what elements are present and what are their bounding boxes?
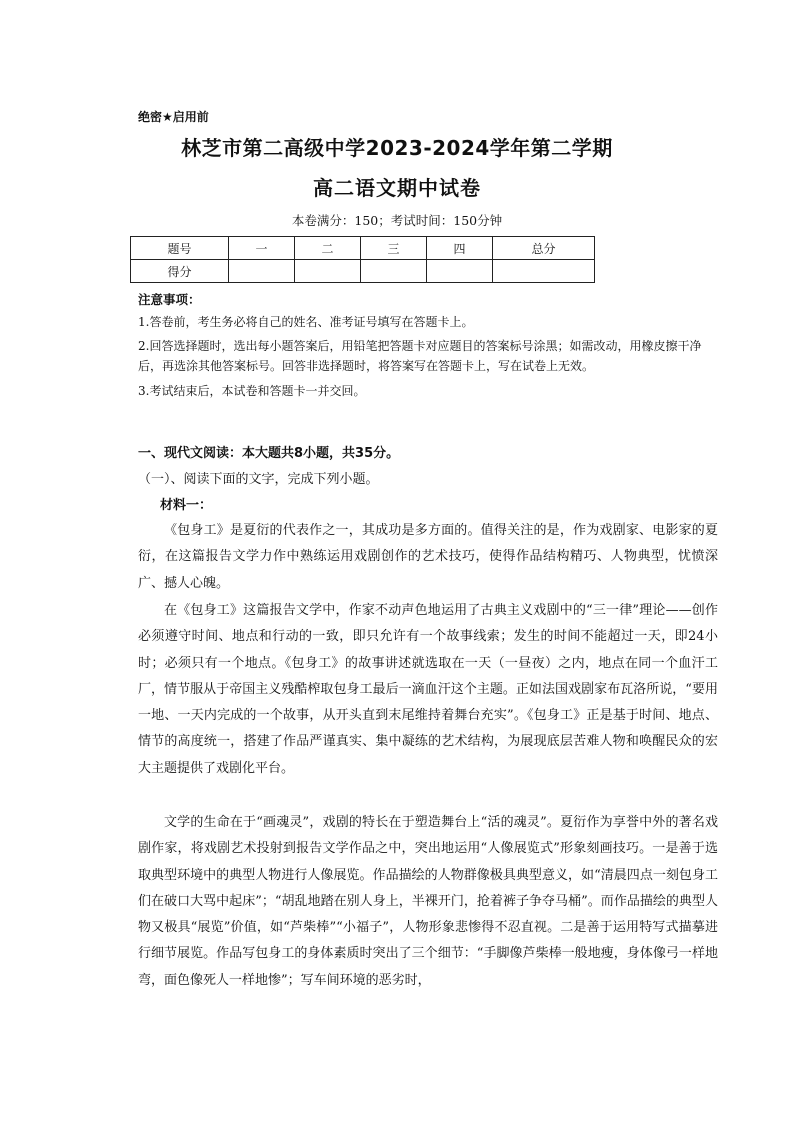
score-table-header-row	[131, 237, 595, 260]
exam-meta: 本卷满分：150；考试时间：150分钟	[291, 213, 503, 228]
score-cell	[361, 260, 427, 283]
score-cell	[229, 260, 295, 283]
score-cell	[493, 260, 595, 283]
score-table-header: 二	[295, 237, 361, 260]
score-row-label: 得分	[131, 260, 229, 283]
paragraph: 文学的生命在于“画魂灵”，戏剧的特长在于塑造舞台上“活的魂灵”。夏衍作为享誉中外的著名戏剧作家，将戏剧艺术投射到报告文学作品之中，突出地运用“人像展览式”形象刻画技巧。一是善于选取典型环境中的典型人物进行人像展览。作品描绘的人物群像极具典型意义，如“清晨四点一刻包身工们在破口大骂中起床”；“胡乱地踏在别人身上，半裸开门，抢着裤子争夺马桶”。而作品描绘的典型人物又极具“展览”价值，如“芦柴棒”“小福子”，人物形象悲惨得不忍直视。二是善于运用特写式描摹进行细节展览。作品写包身工的身体素质时突出了三个细节：“手脚像芦柴棒一般地瘦，身体像弓一样地弯，面色像死人一样地惨”；写车间环境的恶劣时，	[138, 815, 718, 988]
section-subtitle: （一）、阅读下面的文字，完成下列小题。	[138, 472, 379, 487]
note-item: 3.考试结束后，本试卷和答题卡一并交回。	[138, 384, 366, 398]
paragraph: 在《包身工》这篇报告文学中，作家不动声色地运用了古典主义戏剧中的“三一律”理论——创作必须遵守时间、地点和行动的一致，即只允许有一个故事线索；发生的时间不能超过一天，即24小时；必须只有一个地点。《包身工》的故事讲述就选取在一天（一昼夜）之内，地点在同一个血汗工厂，情节服从于帝国主义残酷榨取包身工最后一滴血汗这个主题。正如法国戏剧家布瓦洛所说，“要用一地、一天内完成的一个故事，从开头直到末尾维持着舞台充实”。《包身工》正是基于时间、地点、情节的高度统一，搭建了作品严谨真实、集中凝练的艺术结构，为展现底层苦难人物和唤醒民众的宏大主题提供了戏剧化平台。	[138, 603, 718, 776]
note-item: 2.回答选择题时，选出每小题答案后，用铅笔把答题卡对应题目的答案标号涂黑；如需改动，用橡皮擦干净后，再选涂其他答案标号。回答非选择题时，将答案写在答题卡上，写在试卷上无效。	[138, 339, 702, 373]
score-table-header: 四	[427, 237, 493, 260]
note-item: 1.答卷前，考生务必将自己的姓名、准考证号填写在答题卡上。	[138, 315, 474, 329]
material-label: 材料一：	[160, 498, 213, 513]
exam-subtitle: 高二语文期中试卷	[313, 176, 481, 200]
exam-title: 林芝市第二高级中学2023-2024学年第二学期	[181, 136, 613, 160]
score-table-header: 三	[361, 237, 427, 260]
score-table-header: 题号	[131, 237, 229, 260]
score-cell	[295, 260, 361, 283]
score-cell	[427, 260, 493, 283]
score-table-header: 总分	[493, 237, 595, 260]
score-table-score-row	[131, 260, 595, 283]
section-title: 一、现代文阅读：本大题共8小题，共35分。	[138, 446, 400, 461]
score-table-header: 一	[229, 237, 295, 260]
notes-heading: 注意事项：	[138, 292, 201, 307]
paragraph: 《包身工》是夏衍的代表作之一，其成功是多方面的。值得关注的是，作为戏剧家、电影家的夏衍，在这篇报告文学力作中熟练运用戏剧创作的艺术技巧，使得作品结构精巧、人物典型，忧愤深广、撼人心魄。	[138, 523, 718, 591]
confidential-label: 绝密★启用前	[138, 110, 209, 124]
score-table	[130, 236, 595, 283]
